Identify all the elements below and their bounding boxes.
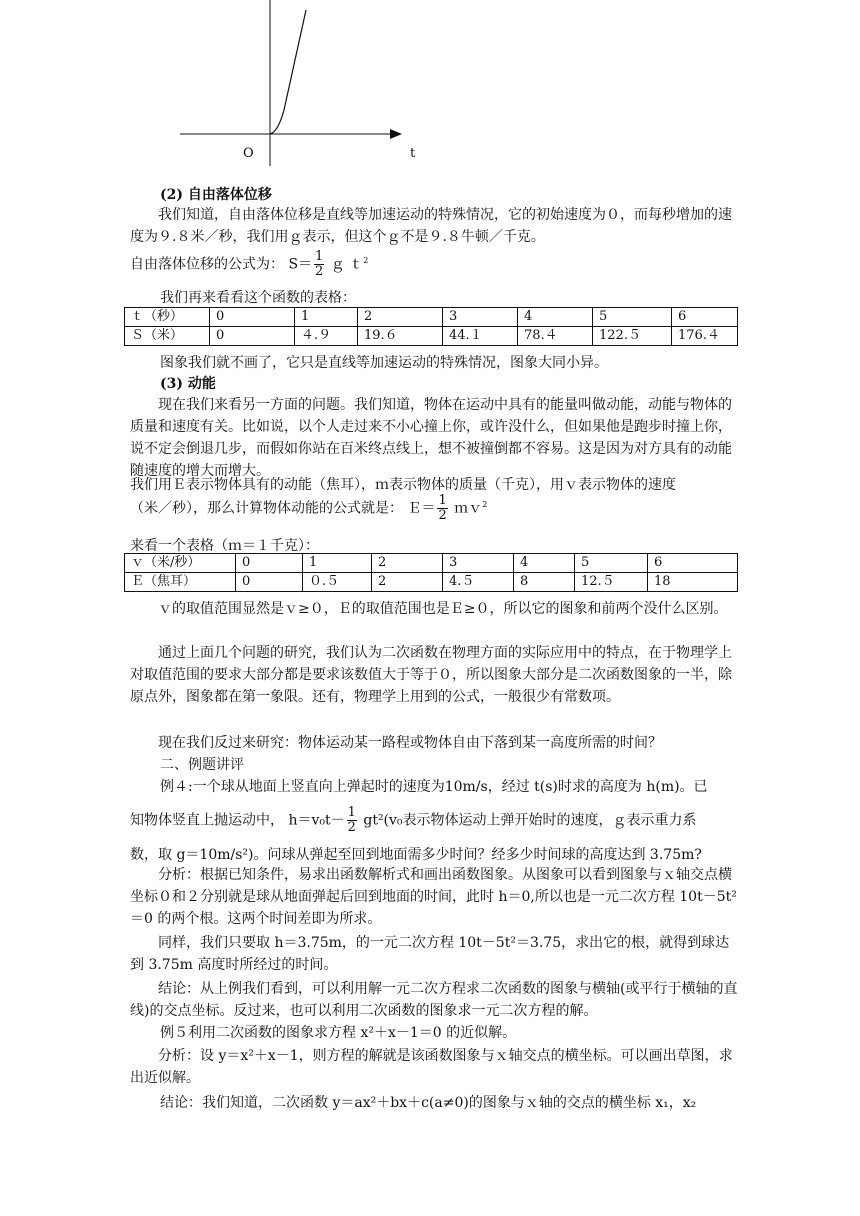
example4-line3: 数，取 g＝10m/s²)。问球从弹起至回到地面需多少时间？经多少时间球的高度达到 3.75m? [130,847,702,863]
example4-similar: 同样，我们只要取 h＝3.75m，的一元二次方程 10t－5t²＝3.75，求出它的根，就得到球达到 3.75m 高度时所经过的时间。 [130,935,730,973]
x-axis-arrow [390,129,402,139]
example4-line2: 知物体竖直上抛运动中， h＝v₀t－ $\frac{1}{2}$ gt²(v₀表示物体运动上弹开始时的速度，ｇ表示重力系 [130,805,697,835]
example5-title: 例５利用二次函数的图象求方程 x²＋x－1＝0 的近似解。 [160,1025,517,1041]
kinetic-table [124,553,738,592]
example4-line1: 例４:一个球从地面上竖直向上弹起时的速度为10m/s，经过 t(s)时求的高度为 h(m)。已 [160,779,708,795]
curve [270,10,306,134]
kinetic-paragraph: 现在我们来看另一方面的问题。我们知道，物体在运动中具有的能量叫做动能，动能与物体的质量和速度有关。比如说，以个人走过来不小心撞上你，或许没什么，但如果他是跑步时撞上你，说不定会倒退几步，而假如你站在百米终点线上，想不被撞倒都不容易。这是因为对方具有的动能随速度的增大而增大。 [130,397,732,479]
motion-graph [170,0,430,170]
table-row: ｖ（米/秒） 0 1 2 3 4 5 6 [125,554,738,573]
free-fall-table-intro: 我们再来看看这个函数的表格： [160,290,356,306]
origin-label: O [243,146,254,161]
table-row: ｔ（秒） 0 1 2 3 4 5 6 [125,308,738,327]
kinetic-table-intro: 来看一个表格（ｍ＝１千克）： [130,538,319,554]
free-fall-after: 图象我们就不画了，它只是直线等加速运动的特殊情况，图象大同小异。 [160,355,608,371]
example5-conclusion: 结论：我们知道，二次函数 y＝ax²＋bx＋c(a≠0)的图象与ｘ轴的交点的横坐标 x₁，x₂ [160,1095,697,1111]
free-fall-table [124,307,738,346]
x-axis-label: t [410,146,416,161]
table-row: Ｅ（焦耳） 0 ０.５ 2 4.５ 8 12.５ 18 [125,573,738,592]
section-heading-free-fall: (2) 自由落体位移 [160,187,272,203]
reverse-question: 现在我们反过来研究：物体运动某一路程或物体自由下落到某一高度所需的时间？ [158,735,662,751]
kinetic-formula: （米／秒），那么计算物体动能的公式就是： Ｅ＝ $\frac{1}{2}$ ｍｖ$^2$ [130,493,488,523]
example4-analysis: 分析：根据已知条件，易求出函数解析式和画出函数图象。从图象可以看到图象与ｘ轴交点横坐标０和２分别就是球从地面弹起后回到地面的时间，此时 h＝0,所以也是一元二次方程 10t－5t²＝0 的两个根。这两个时间差即为所求。 [130,867,737,927]
example5-analysis: 分析：设 y＝x²＋x－1，则方程的解就是该函数图象与ｘ轴交点的横坐标。可以画出草图，求出近似解。 [130,1048,733,1086]
section-heading-kinetic: (3) 动能 [160,376,216,392]
free-fall-paragraph: 我们知道，自由落体位移是直线等加速运动的特殊情况，它的初始速度为０，而每秒增加的速度为９.８米／秒，我们用ｇ表示，但这个ｇ不是９.８牛顿／千克。 [130,207,732,245]
example4-conclusion: 结论：从上例我们看到，可以利用解一元二次方程求二次函数的图象与横轴(或平行于横轴的直线)的交点坐标。反过来，也可以利用二次函数的图象求一元二次方程的解。 [130,981,738,1019]
table-row: Ｓ（米） 0 ４.９ 19.６ 44.１ 78.４ 122.５ 176.４ [125,327,738,346]
kinetic-para2-line1: 我们用Ｅ表示物体具有的动能（焦耳），ｍ表示物体的质量（千克），用ｖ表示物体的速度 [130,477,676,493]
summary-paragraph: 通过上面几个问题的研究，我们认为二次函数在物理方面的实际应用中的特点，在于物理学上对取值范围的要求大部分都是要求该数值大于等于０，所以图象大部分是二次函数图象的一半，除原点外，图象都在第一象限。还有，物理学上用到的公式，一般很少有常数项。 [130,645,732,705]
part2-heading: 二、例题讲评 [160,757,244,773]
free-fall-formula: 自由落体位移的公式为： S＝ $\frac{1}{2}$ ｇ ｔ$^2$ [130,249,369,279]
kinetic-after: ｖ的取值范围显然是ｖ≥０，Ｅ的取值范围也是Ｅ≥０，所以它的图象和前两个没什么区别。 [158,601,728,617]
